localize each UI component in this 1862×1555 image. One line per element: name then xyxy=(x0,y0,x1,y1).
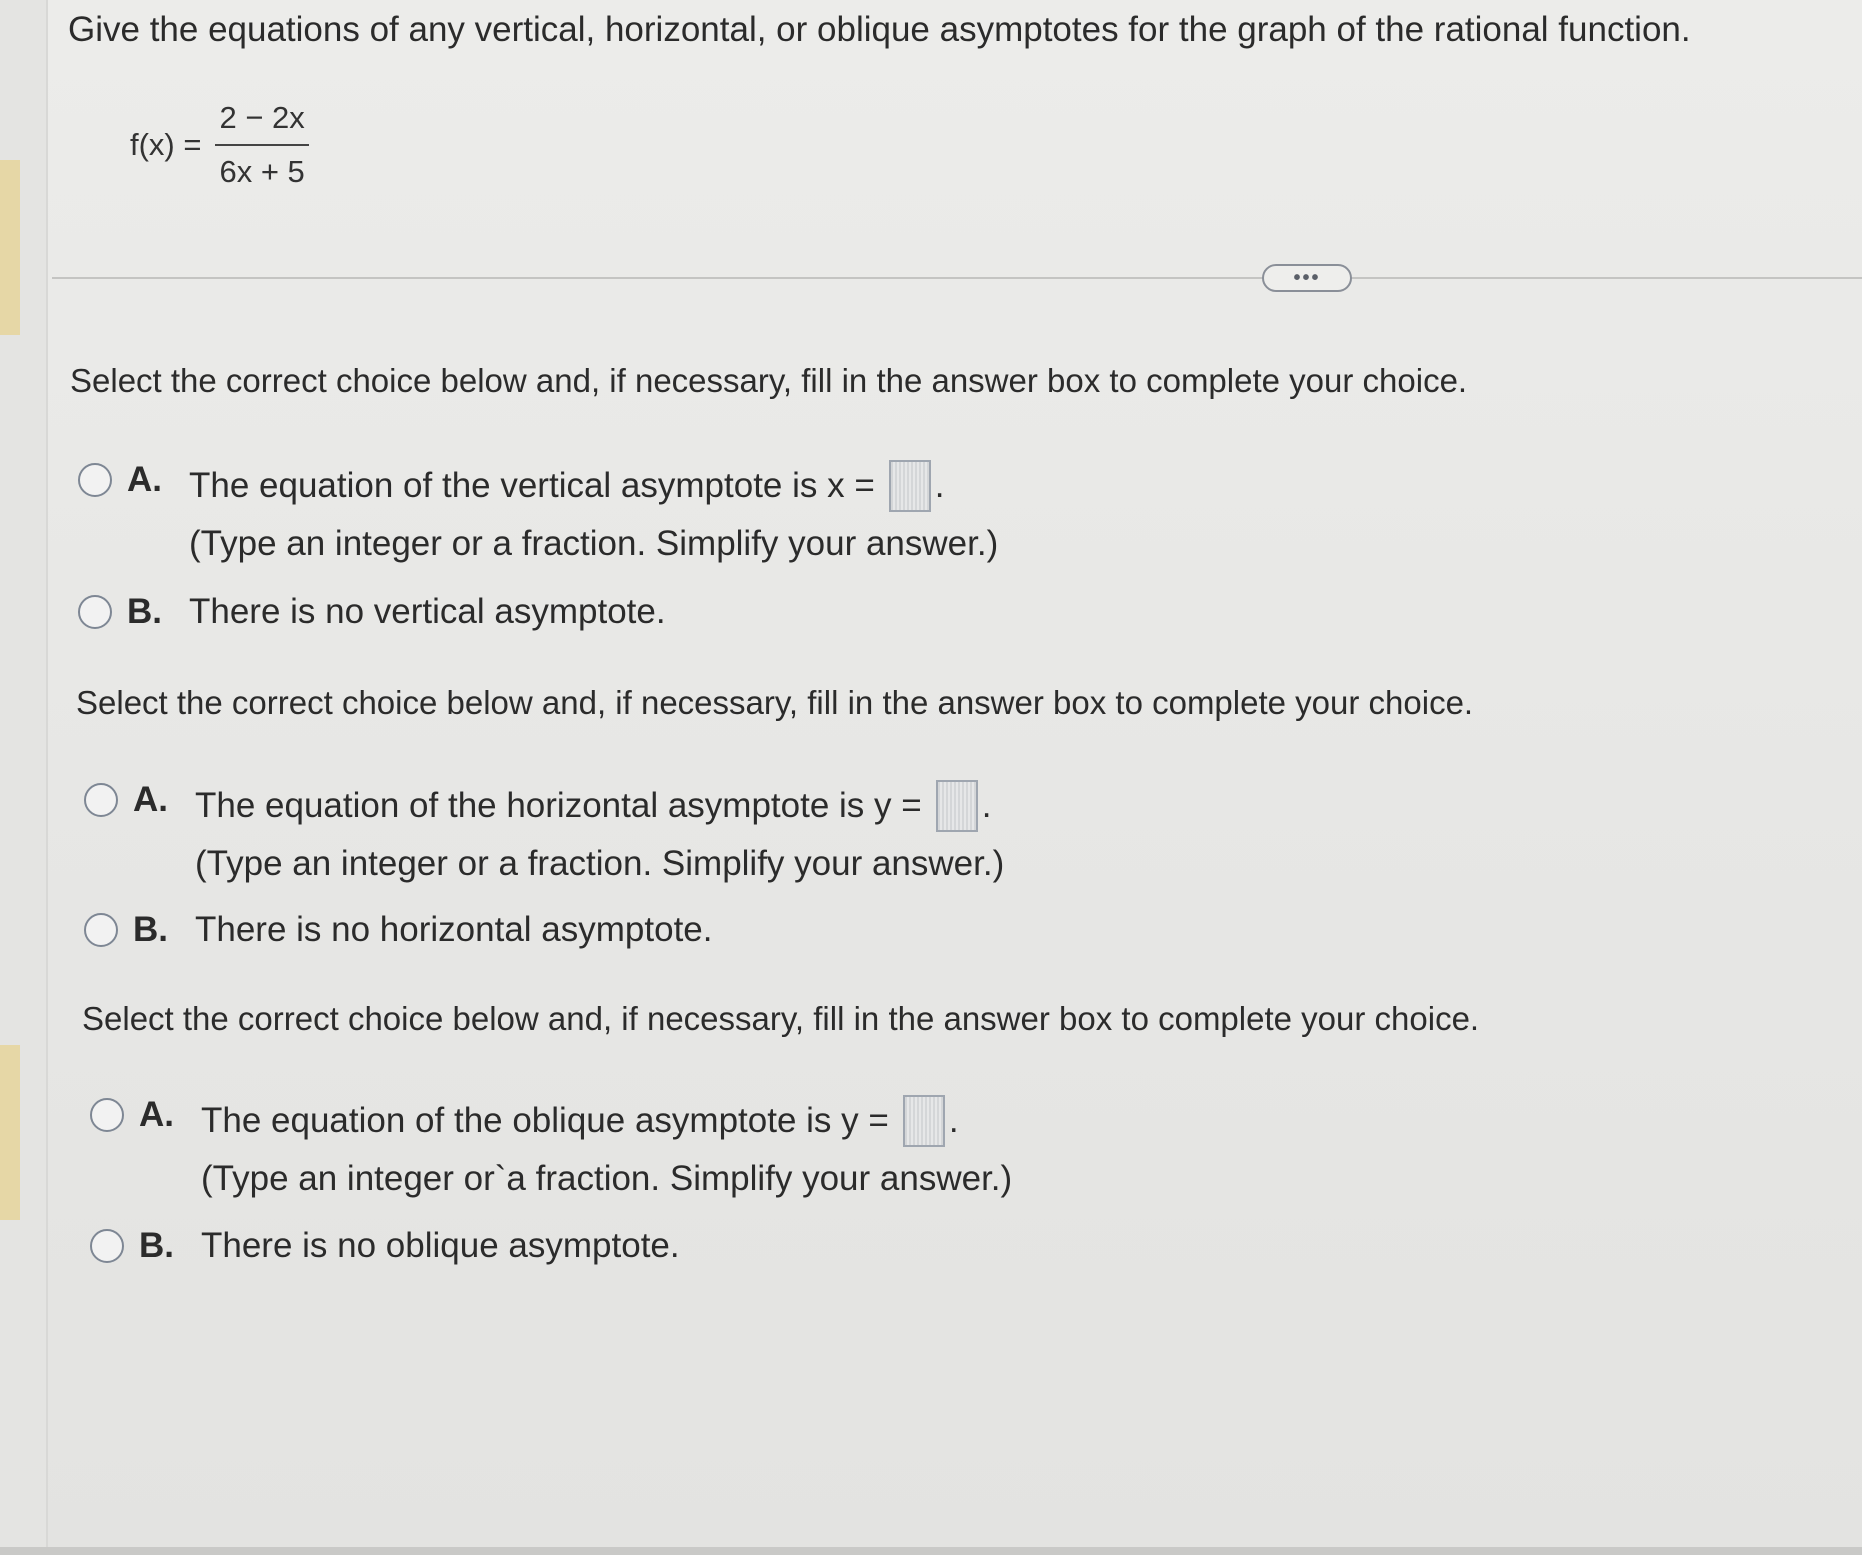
period: . xyxy=(948,1101,959,1140)
choice-hint: (Type an integer or a fraction. Simplify your answer.) xyxy=(195,844,1005,883)
function-numerator: 2 − 2x xyxy=(219,100,305,135)
choice-letter: B. xyxy=(127,592,162,631)
radio-button-icon[interactable] xyxy=(90,1229,124,1263)
choice-letter: A. xyxy=(133,780,168,819)
instruction-oblique: Select the correct choice below and, if necessary, fill in the answer box to complete your choice. xyxy=(82,1000,1480,1037)
choice-text: There is no horizontal asymptote. xyxy=(195,910,713,949)
choice-text: The equation of the horizontal asymptote is y = xyxy=(195,786,922,825)
radio-button-icon[interactable] xyxy=(84,783,118,817)
answer-input-oblique[interactable] xyxy=(903,1095,945,1147)
bottom-edge xyxy=(0,1547,1862,1555)
answer-input-vertical[interactable] xyxy=(889,460,931,512)
period: . xyxy=(934,466,945,505)
radio-button-icon[interactable] xyxy=(84,913,118,947)
choice-horizontal-b[interactable] xyxy=(84,910,712,950)
instruction-horizontal: Select the correct choice below and, if necessary, fill in the answer box to complete your choice. xyxy=(76,684,1474,721)
section-divider xyxy=(52,277,1862,279)
choice-vertical-b[interactable] xyxy=(78,592,666,632)
highlight-marker xyxy=(0,160,20,335)
radio-button-icon[interactable] xyxy=(90,1098,124,1132)
function-lhs: f(x) = xyxy=(130,127,202,162)
radio-button-icon[interactable] xyxy=(78,463,112,497)
more-options-button[interactable]: ••• xyxy=(1262,264,1352,292)
instruction-vertical: Select the correct choice below and, if necessary, fill in the answer box to complete your choice. xyxy=(70,362,1468,399)
choice-letter: B. xyxy=(133,910,168,949)
choice-hint: (Type an integer or a fraction. Simplify your answer.) xyxy=(189,524,999,563)
choice-horizontal-a[interactable] xyxy=(84,780,1004,884)
choice-letter: A. xyxy=(127,460,162,499)
choice-hint: (Type an integer or`a fraction. Simplify your answer.) xyxy=(201,1159,1013,1198)
answer-input-horizontal[interactable] xyxy=(936,780,978,832)
question-text: Give the equations of any vertical, horizontal, or oblique asymptotes for the graph of the rational function. xyxy=(68,10,1691,49)
choice-oblique-a[interactable] xyxy=(90,1095,1012,1199)
highlight-marker xyxy=(0,1045,20,1220)
function-denominator: 6x + 5 xyxy=(215,144,308,190)
function-fraction xyxy=(215,100,308,190)
choice-text: The equation of the vertical asymptote is x = xyxy=(189,466,875,505)
choice-text: There is no vertical asymptote. xyxy=(189,592,666,631)
radio-button-icon[interactable] xyxy=(78,595,112,629)
function-expression xyxy=(130,90,309,200)
choice-vertical-a[interactable] xyxy=(78,460,998,564)
choice-letter: B. xyxy=(139,1226,174,1265)
choice-oblique-b[interactable] xyxy=(90,1226,680,1266)
choice-text: There is no oblique asymptote. xyxy=(201,1226,680,1265)
period: . xyxy=(981,786,992,825)
choice-text: The equation of the oblique asymptote is y = xyxy=(201,1101,889,1140)
choice-letter: A. xyxy=(139,1095,174,1134)
